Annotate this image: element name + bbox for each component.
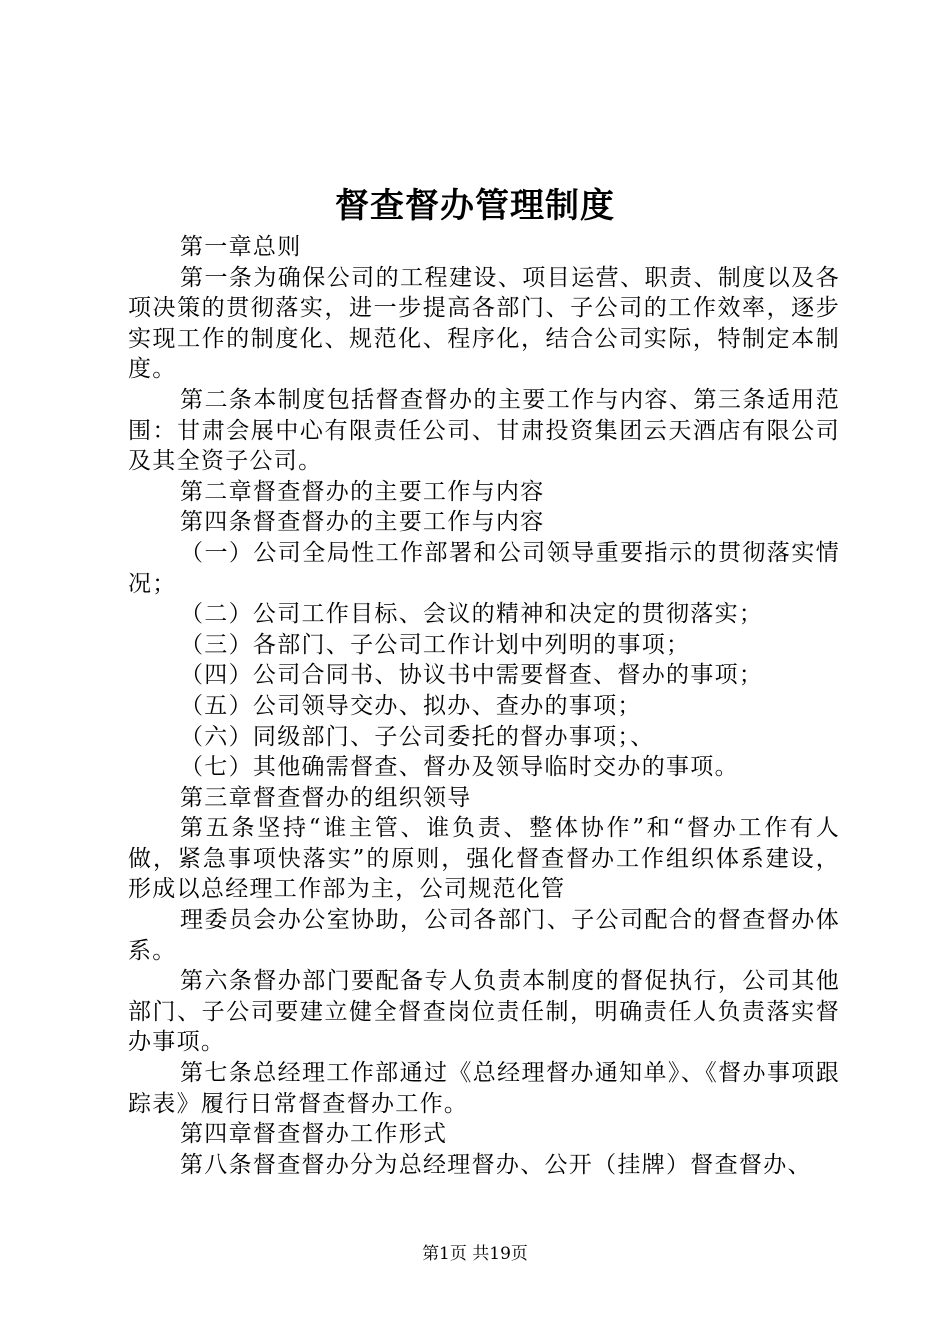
- paragraph: （二）公司工作目标、会议的精神和决定的贯彻落实；: [180, 601, 764, 628]
- paragraph: 第二章督查督办的主要工作与内容: [180, 478, 545, 505]
- paragraph: 第二条本制度包括督查督办的主要工作与内容、第三条适用范围：甘肃会展中心有限责任公司、甘肃投资集团云天酒店有限公司及其全资子公司。: [128, 386, 840, 475]
- paragraph: （五）公司领导交办、拟办、查办的事项；: [180, 692, 642, 719]
- paragraph: （六）同级部门、子公司委托的督办事项；、: [180, 723, 655, 750]
- paragraph: 第六条督办部门要配备专人负责本制度的督促执行，公司其他部门、子公司要建立健全督查岗位责任制，明确责任人负责落实督办事项。: [128, 968, 840, 1056]
- paragraph: 第八条督查督办分为总经理督办、公开（挂牌）督查督办、: [180, 1151, 812, 1178]
- document-body: [128, 232, 840, 1180]
- paragraph: （一）公司全局性工作部署和公司领导重要指示的贯彻落实情况；: [128, 539, 840, 597]
- paragraph: 理委员会办公室协助，公司各部门、子公司配合的督查督办体系。: [128, 907, 840, 964]
- paragraph: 第五条坚持“谁主管、谁负责、整体协作”和“督办工作有人做，紧急事项快落实”的原则，强化督查督办工作组织体系建设，形成以总经理工作部为主，公司规范化管: [128, 815, 840, 903]
- paragraph: （三）各部门、子公司工作计划中列明的事项；: [180, 631, 691, 658]
- paragraph: 第七条总经理工作部通过《总经理督办通知单》、《督办事项跟踪表》履行日常督查督办工作。: [128, 1060, 840, 1117]
- page-footer: 第1页 共19页: [422, 1244, 528, 1264]
- document-title: 督查督办管理制度: [335, 186, 615, 226]
- paragraph: 第一条为确保公司的工程建设、项目运营、职责、制度以及各项决策的贯彻落实，进一步提高各部门、子公司的工作效率，逐步实现工作的制度化、规范化、程序化，结合公司实际，特制定本制度。: [128, 264, 840, 383]
- paragraph: 第三章督查督办的组织领导: [180, 784, 472, 811]
- paragraph: 第一章总则: [180, 234, 302, 260]
- paragraph: （四）公司合同书、协议书中需要督查、督办的事项；: [180, 662, 764, 689]
- paragraph: （七）其他确需督查、督办及领导临时交办的事项。: [180, 754, 739, 781]
- paragraph: 第四章督查督办工作形式: [180, 1121, 448, 1148]
- paragraph: 第四条督查督办的主要工作与内容: [180, 509, 545, 536]
